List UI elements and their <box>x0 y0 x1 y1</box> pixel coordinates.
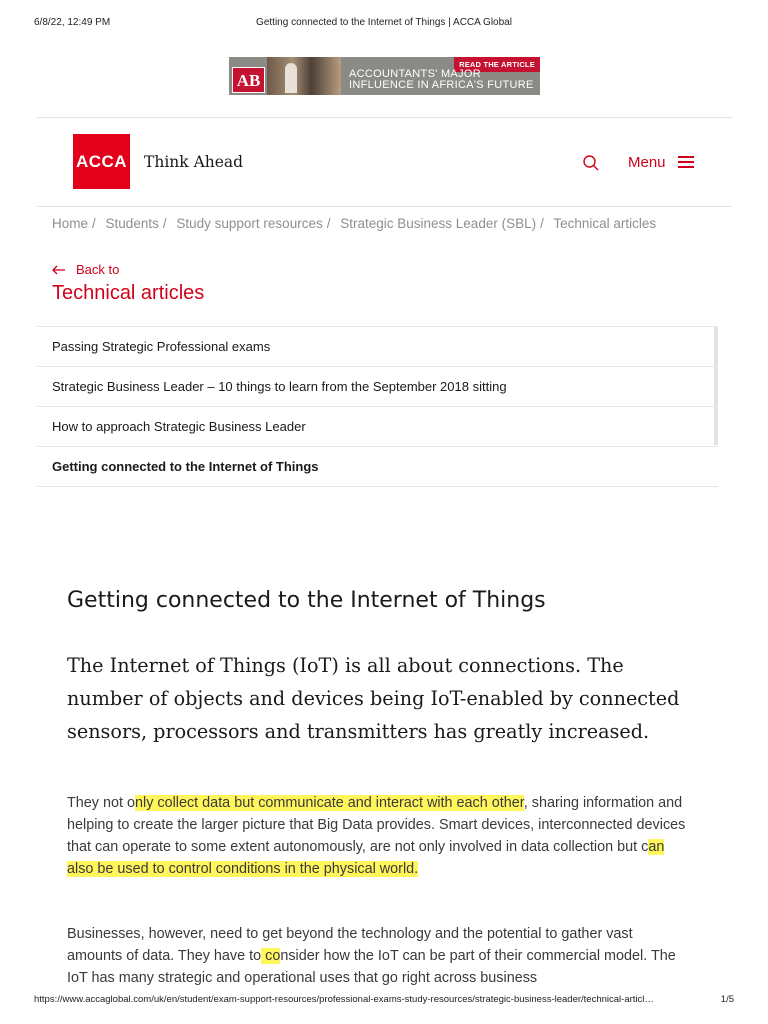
arrow-left-icon <box>52 265 66 275</box>
banner-cta[interactable]: READ THE ARTICLE <box>454 57 540 72</box>
article-link[interactable]: Passing Strategic Professional exams <box>37 327 718 367</box>
article-paragraph-1 <box>67 792 687 880</box>
article-link[interactable]: Strategic Business Leader – 10 things to learn from the September 2018 sitting <box>37 367 718 407</box>
banner-logo: AB <box>232 67 265 93</box>
print-footer <box>34 994 734 1008</box>
breadcrumb-home[interactable]: Home <box>52 216 89 231</box>
print-page-number: 1/5 <box>720 994 734 1005</box>
article-paragraph-2 <box>67 923 687 989</box>
acca-logo[interactable]: ACCA <box>73 134 130 189</box>
breadcrumb-technical-articles[interactable]: Technical articles <box>553 216 657 231</box>
print-date: 6/8/22, 12:49 PM <box>34 17 111 28</box>
text: nsider how the IoT can be part of their commercial model. The IoT has many strategic and operational uses that go right across business <box>67 948 676 986</box>
back-link[interactable] <box>52 262 119 277</box>
tagline: Think Ahead <box>144 153 244 171</box>
breadcrumb-students[interactable]: Students <box>105 216 159 231</box>
print-doc-title: Getting connected to the Internet of Things | ACCA Global <box>256 17 512 28</box>
article-link-current[interactable]: Getting connected to the Internet of Things <box>37 447 718 487</box>
banner-headline-line1: ACCOUNTANTS' MAJOR <box>349 68 481 80</box>
text: , sharing information and helping to create the larger picture that Big Data provides. Smart devices, interconnected devices that can operate to some extent autonomously, are not only involved in data collection but c <box>67 795 686 855</box>
section-title[interactable]: Technical articles <box>52 282 205 304</box>
highlighted-text: an also be used to control conditions in the physical world. <box>67 839 665 877</box>
back-link-label: Back to <box>76 262 120 277</box>
site-header <box>37 117 732 207</box>
print-url: https://www.accaglobal.com/uk/en/student/exam-support-resources/professional-exams-study-resources/strategic-business-leader/technical-articl… <box>34 994 654 1005</box>
menu-label: Menu <box>628 153 666 171</box>
breadcrumb-separator: / <box>92 216 96 231</box>
breadcrumb <box>52 216 656 231</box>
article-title: Getting connected to the Internet of Things <box>67 588 546 613</box>
search-icon <box>582 154 600 172</box>
ad-banner[interactable] <box>229 57 540 95</box>
text: Businesses, however, need to get beyond the technology and the potential to gather vast amounts of data. They have to <box>67 926 633 964</box>
article-link[interactable]: How to approach Strategic Business Leader <box>37 407 718 447</box>
highlighted-text: nly collect data but communicate and interact with each other <box>135 795 524 811</box>
highlighted-text: co <box>261 948 281 964</box>
hamburger-icon <box>678 155 694 169</box>
breadcrumb-sbl[interactable]: Strategic Business Leader (SBL) <box>340 216 537 231</box>
breadcrumb-separator: / <box>326 216 331 231</box>
banner-headline-line2: INFLUENCE IN AFRICA'S FUTURE <box>349 79 534 91</box>
text: They not o <box>67 795 135 811</box>
banner-headline <box>349 69 534 91</box>
article-list <box>37 326 718 487</box>
search-button[interactable] <box>582 154 600 172</box>
banner-photo <box>267 57 341 95</box>
menu-button[interactable] <box>628 152 694 172</box>
article-lead: The Internet of Things (IoT) is all about connections. The number of objects and devices being IoT-enabled by connected sensors, processors and transmitters has greatly increased. <box>67 654 680 743</box>
print-header <box>34 17 734 31</box>
breadcrumb-separator: / <box>540 216 544 231</box>
breadcrumb-separator: / <box>162 216 167 231</box>
breadcrumb-study-support[interactable]: Study support resources <box>176 216 323 231</box>
